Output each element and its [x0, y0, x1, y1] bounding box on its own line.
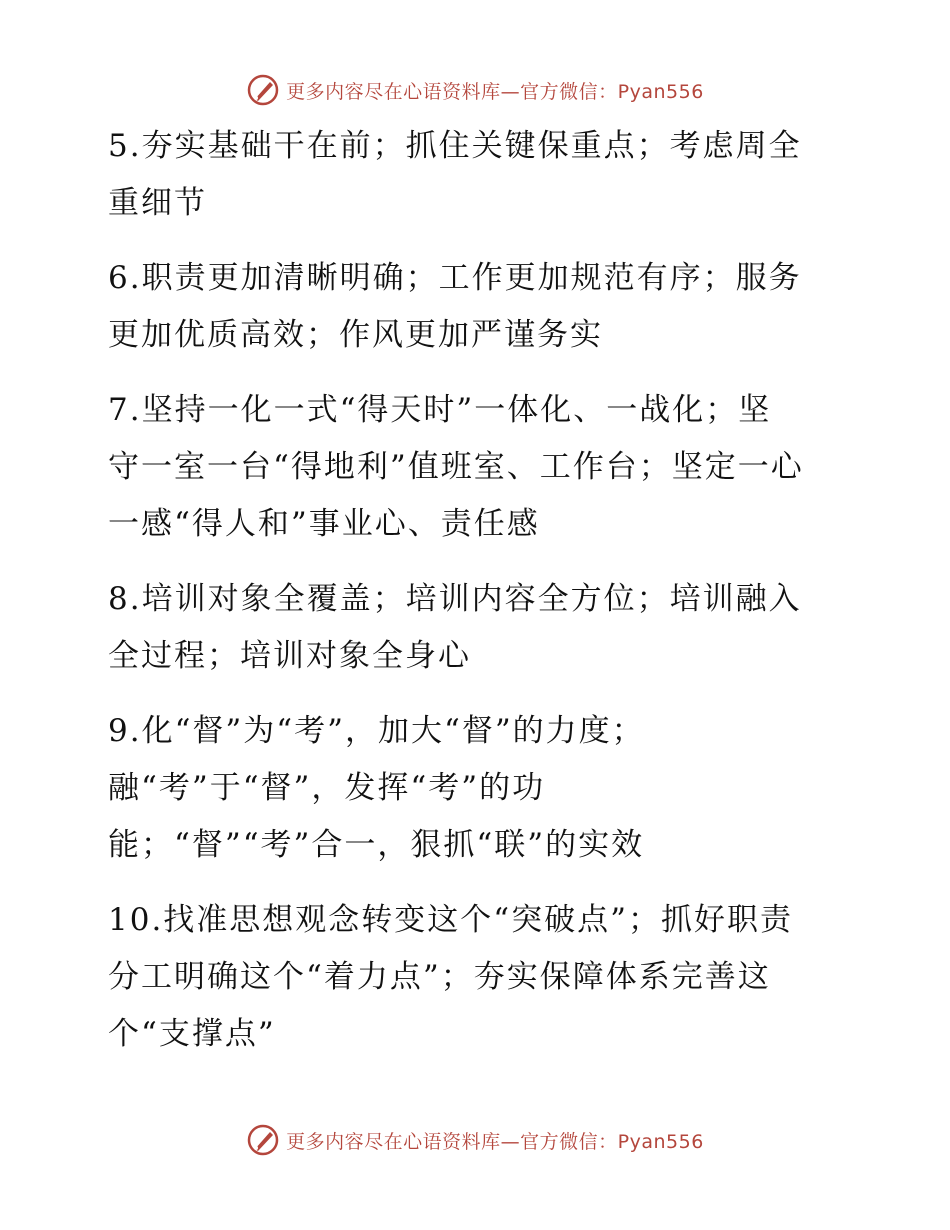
watermark-footer [0, 1120, 950, 1160]
text-line: 6.职责更加清晰明确；工作更加规范有序；服务 [108, 260, 802, 296]
text-line: 守一室一台“得地利”值班室、工作台；坚定一心 [108, 449, 804, 485]
text-line: 9.化“督”为“考”，加大“督”的力度； [108, 713, 645, 749]
text-line: 5.夯实基础干在前；抓住关键保重点；考虑周全 [108, 128, 802, 164]
text-line: 融“考”于“督”，发挥“考”的功 [108, 770, 546, 806]
paragraph-6 [98, 250, 858, 364]
text-line: 能；“督”“考”合一，狠抓“联”的实效 [108, 827, 645, 863]
paragraph-5 [98, 118, 858, 232]
paragraph-10 [98, 892, 858, 1063]
pen-logo-icon [246, 1123, 280, 1157]
text-line: 7.坚持一化一式“得天时”一体化、一战化；坚 [108, 392, 772, 428]
watermark-text: 更多内容尽在心语资料库—官方微信：Pyan556 [286, 1130, 704, 1153]
document-body [98, 118, 858, 1081]
paragraph-7 [98, 382, 858, 553]
paragraph-9 [98, 703, 858, 874]
watermark-text: 更多内容尽在心语资料库—官方微信：Pyan556 [286, 80, 704, 103]
text-line: 一感“得人和”事业心、责任感 [108, 506, 540, 542]
text-line: 分工明确这个“着力点”；夯实保障体系完善这 [108, 959, 771, 995]
text-line: 重细节 [108, 185, 207, 221]
text-line: 更加优质高效；作风更加严谨务实 [108, 317, 603, 353]
text-line: 全过程；培训对象全身心 [108, 638, 471, 674]
paragraph-8 [98, 571, 858, 685]
text-line: 10.找准思想观念转变这个“突破点”；抓好职责 [108, 902, 793, 938]
text-line: 8.培训对象全覆盖；培训内容全方位；培训融入 [108, 581, 802, 617]
text-line: 个“支撑点” [108, 1016, 276, 1052]
watermark-header [0, 70, 950, 110]
pen-logo-icon [246, 73, 280, 107]
